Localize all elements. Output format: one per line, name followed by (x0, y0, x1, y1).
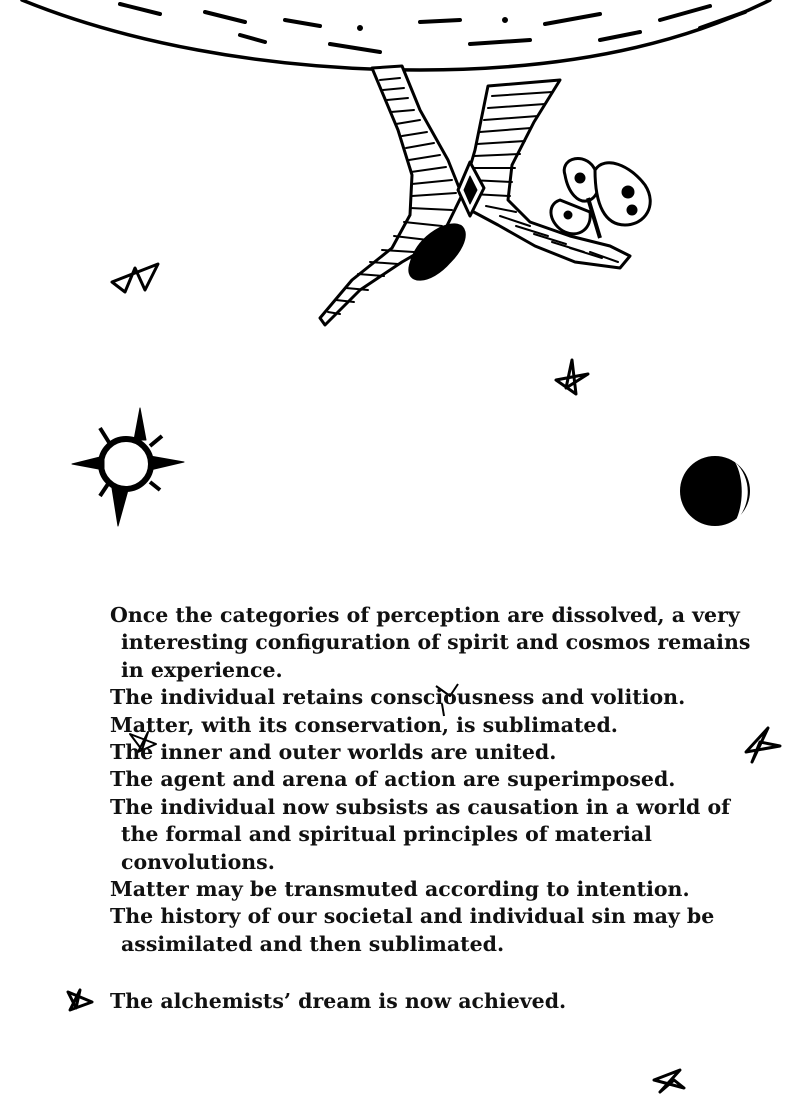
poem (110, 602, 750, 958)
poem-line: The individual retains consciousness and volition. (110, 685, 686, 710)
star-icon (556, 360, 588, 394)
sun-icon (72, 408, 184, 526)
poem-line: interesting configuration of spirit and cosmos remains (121, 630, 751, 655)
star-icon (112, 264, 158, 292)
poem-line: The individual now subsists as causation in a world of (110, 794, 731, 819)
crescent-moon-icon (680, 456, 750, 526)
poem-line: The inner and outer worlds are united. (110, 740, 557, 765)
poem-line: assimilated and then sublimated. (121, 931, 505, 956)
poem-line: The agent and arena of action are superimposed. (110, 767, 676, 792)
poem-line: in experience. (121, 657, 283, 682)
final-line: The alchemists’ dream is now achieved. (110, 989, 567, 1013)
star-icon (68, 990, 92, 1010)
poem-line: Matter may be transmuted according to intention. (110, 877, 690, 902)
star-icon (746, 728, 780, 762)
planet-surface (22, 0, 770, 70)
star-icon (654, 1070, 684, 1092)
poem-line: convolutions. (121, 849, 275, 874)
poem-line: the formal and spiritual principles of material (121, 822, 652, 847)
poem-line: The history of our societal and individual sin may be (110, 904, 715, 929)
butterfly (551, 158, 650, 238)
poem-line: Matter, with its conservation, is sublimated. (110, 712, 618, 737)
poem-line: Once the categories of perception are dissolved, a very (110, 603, 740, 627)
